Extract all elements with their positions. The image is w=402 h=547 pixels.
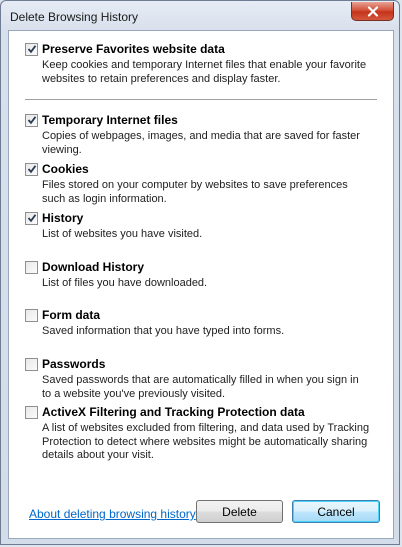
option-label[interactable]: Form data	[42, 308, 101, 322]
checkbox-row[interactable]	[25, 113, 385, 127]
close-icon	[367, 6, 379, 17]
option-description: A list of websites excluded from filtering, and data used by Tracking Protection to detect where websites might be automatically sharing details about your visit.	[42, 422, 370, 461]
option-description: Keep cookies and temporary Internet files that enable your favorite websites to retain preferences and display faster.	[42, 59, 367, 85]
option-description: Saved passwords that are automatically filled in when you sign in to a website you've previously visited.	[42, 374, 359, 400]
checkbox-row[interactable]	[25, 260, 385, 274]
title-bar[interactable]	[1, 1, 399, 31]
dialog-content	[8, 30, 394, 539]
preserve-favorites-checkbox[interactable]	[25, 43, 38, 56]
option-activex-tracking-protection	[25, 405, 385, 463]
option-download-history	[25, 260, 385, 291]
checkbox-row[interactable]	[25, 162, 385, 176]
activex-tracking-protection-checkbox[interactable]	[25, 406, 38, 419]
option-description: List of websites you have visited.	[42, 228, 203, 240]
option-temporary-internet-files	[25, 113, 385, 157]
checkmark-icon	[27, 164, 37, 174]
option-label[interactable]: History	[42, 211, 84, 225]
option-form-data	[25, 308, 385, 339]
option-cookies	[25, 162, 385, 206]
download-history-checkbox[interactable]	[25, 261, 38, 274]
option-history	[25, 211, 385, 242]
history-checkbox[interactable]	[25, 212, 38, 225]
option-description: Files stored on your computer by websites to save preferences such as login information.	[42, 179, 348, 205]
checkbox-row[interactable]	[25, 405, 385, 419]
option-passwords	[25, 357, 385, 401]
checkmark-icon	[27, 44, 37, 54]
passwords-checkbox[interactable]	[25, 358, 38, 371]
delete-button[interactable]: Delete	[196, 500, 283, 523]
checkbox-row[interactable]	[25, 42, 385, 56]
option-description: List of files you have downloaded.	[42, 277, 208, 289]
option-label[interactable]: Preserve Favorites website data	[42, 42, 225, 56]
option-label[interactable]: Download History	[42, 260, 145, 274]
option-label[interactable]: Temporary Internet files	[42, 113, 178, 127]
checkmark-icon	[27, 213, 37, 223]
checkbox-row[interactable]	[25, 308, 385, 322]
checkmark-icon	[27, 115, 37, 125]
cookies-checkbox[interactable]	[25, 163, 38, 176]
separator	[25, 99, 377, 100]
checkbox-row[interactable]	[25, 357, 385, 371]
option-label[interactable]: Cookies	[42, 162, 89, 176]
option-preserve-favorites	[25, 42, 385, 86]
checkbox-row[interactable]	[25, 211, 385, 225]
form-data-checkbox[interactable]	[25, 309, 38, 322]
about-deleting-history-link[interactable]: About deleting browsing history	[29, 507, 196, 521]
temporary-internet-files-checkbox[interactable]	[25, 114, 38, 127]
option-description: Saved information that you have typed into forms.	[42, 325, 285, 337]
option-label[interactable]: ActiveX Filtering and Tracking Protection data	[42, 405, 305, 419]
close-button[interactable]	[351, 2, 394, 21]
option-description: Copies of webpages, images, and media that are saved for faster viewing.	[42, 130, 360, 156]
option-label[interactable]: Passwords	[42, 357, 106, 371]
cancel-button[interactable]: Cancel	[292, 500, 380, 523]
window-title: Delete Browsing History	[10, 10, 139, 24]
